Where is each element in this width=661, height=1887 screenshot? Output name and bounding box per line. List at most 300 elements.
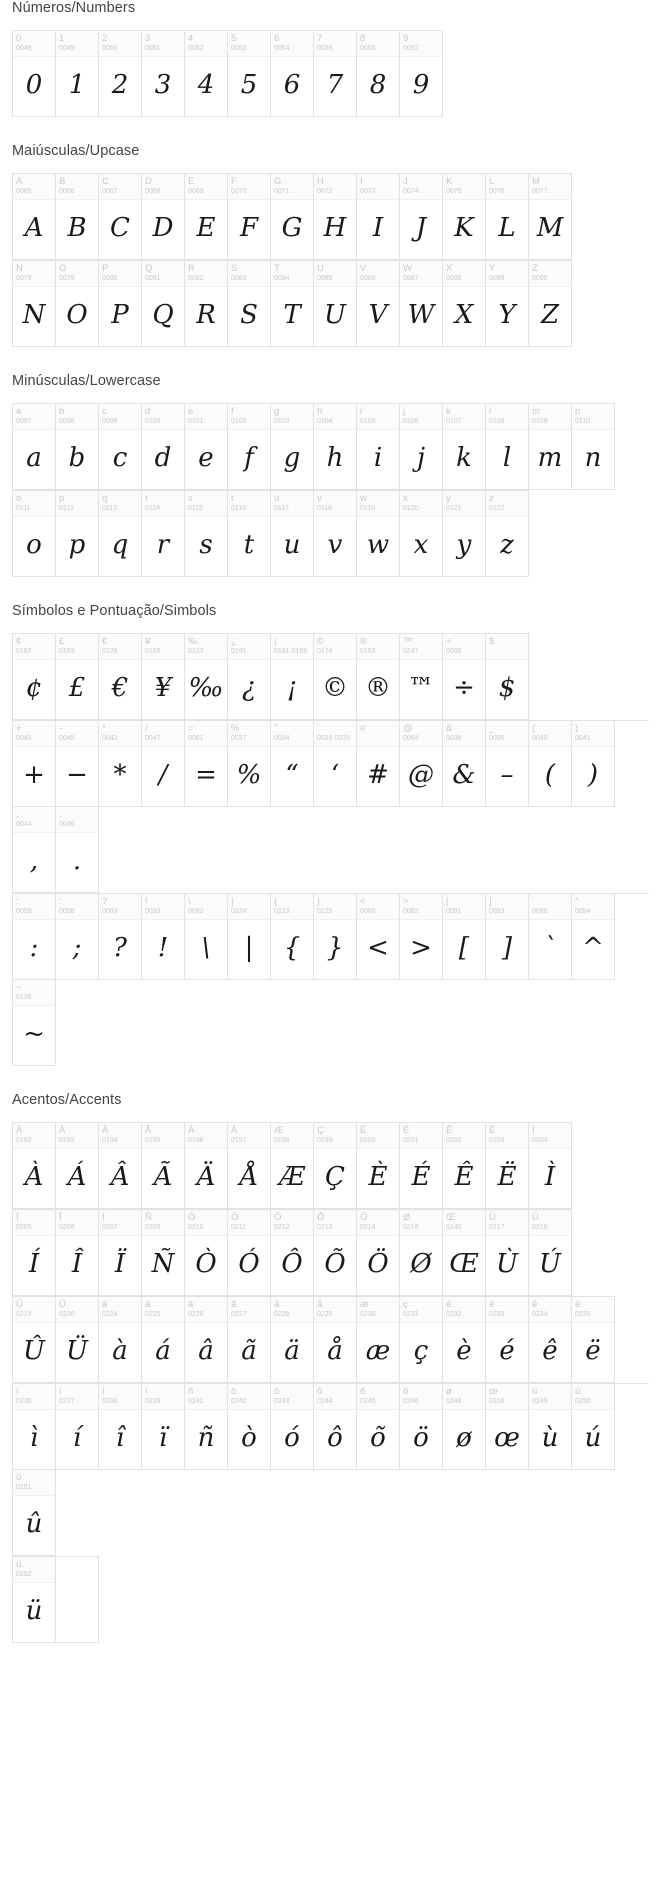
glyph-meta bbox=[13, 1297, 55, 1323]
glyph-cell[interactable] bbox=[13, 894, 56, 980]
glyph-cell[interactable] bbox=[99, 1384, 142, 1470]
glyph-cell[interactable] bbox=[13, 634, 56, 720]
glyph-preview: Ö bbox=[367, 1248, 389, 1279]
glyph-char-label: Ì bbox=[532, 1125, 535, 1136]
glyph-meta bbox=[314, 1297, 356, 1323]
glyph-cell[interactable] bbox=[142, 174, 185, 260]
glyph-cell[interactable] bbox=[400, 894, 443, 980]
glyph-cell[interactable] bbox=[185, 31, 228, 117]
glyph-unicode-code: 0073 bbox=[360, 188, 376, 195]
glyph-cell[interactable] bbox=[443, 721, 486, 807]
glyph-unicode-code: 0247 bbox=[403, 648, 419, 655]
glyph-cell[interactable] bbox=[529, 174, 572, 260]
glyph-cell[interactable] bbox=[486, 174, 529, 260]
glyph-cell[interactable] bbox=[529, 1210, 572, 1296]
glyph-cell[interactable] bbox=[400, 174, 443, 260]
glyph-unicode-code: 0102 bbox=[231, 418, 247, 425]
glyph-cell[interactable] bbox=[572, 894, 615, 980]
glyph-preview: k bbox=[456, 442, 472, 473]
glyph-cell[interactable] bbox=[486, 261, 529, 347]
glyph-cell[interactable] bbox=[56, 1384, 99, 1470]
glyph-section bbox=[0, 1092, 661, 1643]
glyph-preview: J bbox=[415, 212, 427, 243]
glyph-meta bbox=[228, 31, 270, 57]
glyph-cell[interactable] bbox=[443, 1384, 486, 1470]
glyph-cell[interactable] bbox=[486, 894, 529, 980]
glyph-cell[interactable] bbox=[56, 1297, 99, 1383]
glyph-meta bbox=[185, 404, 227, 430]
glyph-meta bbox=[486, 1297, 528, 1323]
glyph-preview: Q bbox=[152, 299, 174, 330]
glyph-preview: % bbox=[236, 759, 262, 790]
glyph-meta bbox=[443, 1384, 485, 1410]
glyph-char-label: ~ bbox=[16, 982, 22, 993]
glyph-unicode-code: 0225 bbox=[145, 1311, 161, 1318]
glyph-cell[interactable] bbox=[314, 1384, 357, 1470]
glyph-cell[interactable] bbox=[486, 404, 529, 490]
glyph-cell[interactable] bbox=[400, 261, 443, 347]
glyph-meta bbox=[400, 1210, 442, 1236]
glyph-cell[interactable] bbox=[443, 404, 486, 490]
glyph-cell[interactable] bbox=[185, 1123, 228, 1209]
glyph-meta bbox=[142, 1297, 184, 1323]
glyph-cell[interactable] bbox=[185, 894, 228, 980]
glyph-cell[interactable] bbox=[13, 1557, 56, 1643]
glyph-cell[interactable] bbox=[486, 1210, 529, 1296]
glyph-preview: : bbox=[29, 932, 39, 963]
glyph-cell[interactable] bbox=[142, 894, 185, 980]
glyph-cell[interactable] bbox=[486, 1297, 529, 1383]
glyph-char-label: = bbox=[188, 723, 194, 734]
section-title: Símbolos e Pontuação/Simbols bbox=[12, 603, 217, 619]
glyph-unicode-code: 0115 bbox=[188, 505, 204, 512]
glyph-cell[interactable] bbox=[185, 721, 228, 807]
glyph-cell[interactable] bbox=[400, 1210, 443, 1296]
glyph-cell[interactable] bbox=[99, 174, 142, 260]
glyph-preview: é bbox=[499, 1335, 515, 1366]
glyph-cell[interactable] bbox=[443, 1210, 486, 1296]
glyph-cell[interactable] bbox=[271, 1123, 314, 1209]
glyph-cell[interactable] bbox=[271, 894, 314, 980]
glyph-char-label: x bbox=[403, 493, 408, 504]
glyph-cell[interactable] bbox=[271, 404, 314, 490]
glyph-cell[interactable] bbox=[443, 634, 486, 720]
glyph-cell[interactable] bbox=[13, 31, 56, 117]
glyph-cell[interactable] bbox=[271, 1384, 314, 1470]
glyph-char-label: < bbox=[360, 896, 366, 907]
glyph-unicode-code: 0140 bbox=[446, 1224, 462, 1231]
glyph-cell[interactable] bbox=[228, 261, 271, 347]
glyph-meta bbox=[443, 404, 485, 430]
glyph-cell[interactable] bbox=[142, 634, 185, 720]
glyph-cell[interactable] bbox=[271, 1297, 314, 1383]
glyph-preview: ø bbox=[456, 1422, 472, 1453]
glyph-cell[interactable] bbox=[572, 404, 615, 490]
glyph-preview: ï bbox=[158, 1422, 168, 1453]
glyph-meta bbox=[443, 1210, 485, 1236]
glyph-meta bbox=[185, 174, 227, 200]
glyph-char-label: ¥ bbox=[145, 636, 151, 647]
glyph-preview: ™ bbox=[408, 672, 434, 703]
glyph-preview: T bbox=[283, 299, 301, 330]
glyph-char-label: Å bbox=[231, 1125, 238, 1136]
glyph-row bbox=[12, 1556, 99, 1643]
glyph-cell[interactable] bbox=[13, 980, 56, 1066]
glyph-cell[interactable] bbox=[357, 404, 400, 490]
glyph-unicode-code: 0123 bbox=[274, 908, 290, 915]
glyph-cell[interactable] bbox=[400, 404, 443, 490]
glyph-char-label: ] bbox=[489, 896, 492, 907]
glyph-cell[interactable] bbox=[271, 1210, 314, 1296]
glyph-cell[interactable] bbox=[13, 1297, 56, 1383]
glyph-unicode-code: 0191 bbox=[231, 648, 247, 655]
glyph-cell[interactable] bbox=[56, 31, 99, 117]
glyph-row bbox=[12, 403, 615, 490]
glyph-char-label: N bbox=[16, 263, 23, 274]
glyph-cell[interactable] bbox=[271, 31, 314, 117]
glyph-meta bbox=[99, 1384, 141, 1410]
glyph-cell[interactable] bbox=[271, 491, 314, 577]
glyph-unicode-code: 0220 bbox=[59, 1311, 75, 1318]
glyph-row bbox=[12, 1296, 615, 1383]
glyph-unicode-code: 0042 bbox=[102, 735, 118, 742]
glyph-cell[interactable] bbox=[314, 404, 357, 490]
glyph-cell[interactable] bbox=[142, 1210, 185, 1296]
glyph-cell[interactable] bbox=[13, 721, 56, 807]
glyph-preview: ` bbox=[543, 932, 557, 963]
glyph-char-label: Á bbox=[59, 1125, 66, 1136]
glyph-cell[interactable] bbox=[13, 404, 56, 490]
glyph-meta bbox=[443, 491, 485, 517]
glyph-meta bbox=[529, 894, 571, 920]
glyph-cell[interactable] bbox=[228, 31, 271, 117]
glyph-preview: Ê bbox=[454, 1161, 474, 1192]
glyph-unicode-code: 0195 bbox=[145, 1137, 161, 1144]
glyph-preview: ¥ bbox=[154, 672, 172, 703]
glyph-cell[interactable] bbox=[185, 174, 228, 260]
glyph-cell[interactable] bbox=[572, 1384, 615, 1470]
glyph-cell[interactable] bbox=[56, 894, 99, 980]
glyph-cell[interactable] bbox=[357, 31, 400, 117]
glyph-cell[interactable] bbox=[56, 261, 99, 347]
glyph-cell[interactable] bbox=[185, 1384, 228, 1470]
glyph-preview: – bbox=[500, 759, 514, 790]
glyph-cell[interactable] bbox=[228, 404, 271, 490]
glyph-cell[interactable] bbox=[529, 404, 572, 490]
glyph-meta bbox=[271, 261, 313, 287]
glyph-cell[interactable] bbox=[56, 634, 99, 720]
glyph-meta bbox=[443, 634, 485, 660]
glyph-char-label: W bbox=[403, 263, 412, 274]
glyph-cell[interactable] bbox=[99, 1123, 142, 1209]
glyph-cell[interactable] bbox=[13, 1123, 56, 1209]
glyph-unicode-code: 0095 bbox=[489, 735, 505, 742]
glyph-cell[interactable] bbox=[314, 894, 357, 980]
glyph-cell[interactable] bbox=[443, 1123, 486, 1209]
glyph-cell[interactable] bbox=[228, 721, 271, 807]
glyph-cell[interactable] bbox=[529, 1297, 572, 1383]
glyph-cell[interactable] bbox=[56, 174, 99, 260]
glyph-char-label: z bbox=[489, 493, 494, 504]
glyph-cell[interactable] bbox=[486, 1123, 529, 1209]
glyph-meta bbox=[271, 491, 313, 517]
glyph-cell[interactable] bbox=[357, 261, 400, 347]
glyph-cell[interactable] bbox=[486, 634, 529, 720]
glyph-unicode-code: 0162 bbox=[16, 648, 32, 655]
glyph-cell[interactable] bbox=[13, 261, 56, 347]
glyph-cell[interactable] bbox=[13, 174, 56, 260]
glyph-unicode-code: 0234 bbox=[532, 1311, 548, 1318]
glyph-cell[interactable] bbox=[314, 31, 357, 117]
glyph-unicode-code: 0112 bbox=[59, 505, 75, 512]
glyph-cell[interactable] bbox=[357, 1384, 400, 1470]
glyph-unicode-code: 0204 bbox=[532, 1137, 548, 1144]
glyph-meta bbox=[228, 174, 270, 200]
glyph-cell[interactable] bbox=[142, 31, 185, 117]
section-title: Acentos/Accents bbox=[12, 1092, 122, 1108]
glyph-cell[interactable] bbox=[99, 491, 142, 577]
glyph-cell[interactable] bbox=[357, 174, 400, 260]
glyph-cell[interactable] bbox=[400, 721, 443, 807]
glyph-preview: 1 bbox=[68, 69, 86, 100]
glyph-cell[interactable] bbox=[99, 721, 142, 807]
glyph-cell[interactable] bbox=[357, 634, 400, 720]
glyph-cell[interactable] bbox=[228, 1123, 271, 1209]
glyph-cell[interactable] bbox=[572, 1297, 615, 1383]
glyph-cell[interactable] bbox=[314, 1123, 357, 1209]
glyph-unicode-code: 0203 bbox=[489, 1137, 505, 1144]
glyph-cell[interactable] bbox=[99, 894, 142, 980]
glyph-preview: í bbox=[72, 1422, 82, 1453]
glyph-meta bbox=[228, 1123, 270, 1149]
glyph-char-label: Y bbox=[489, 263, 496, 274]
glyph-cell[interactable] bbox=[228, 634, 271, 720]
glyph-cell[interactable] bbox=[314, 174, 357, 260]
glyph-cell[interactable] bbox=[443, 491, 486, 577]
glyph-cell[interactable] bbox=[271, 174, 314, 260]
glyph-cell[interactable] bbox=[185, 634, 228, 720]
glyph-cell[interactable] bbox=[142, 491, 185, 577]
glyph-preview: u bbox=[283, 529, 301, 560]
glyph-meta bbox=[13, 1384, 55, 1410]
glyph-cell[interactable] bbox=[400, 634, 443, 720]
glyph-preview: z bbox=[500, 529, 514, 560]
glyph-meta bbox=[56, 634, 98, 660]
glyph-unicode-code: 0071 bbox=[274, 188, 290, 195]
glyph-cell[interactable] bbox=[56, 404, 99, 490]
glyph-cell[interactable] bbox=[400, 491, 443, 577]
glyph-meta bbox=[142, 31, 184, 57]
glyph-cell[interactable] bbox=[56, 1210, 99, 1296]
glyph-meta bbox=[443, 1297, 485, 1323]
glyph-cell[interactable] bbox=[529, 261, 572, 347]
glyph-preview: v bbox=[327, 529, 343, 560]
glyph-cell[interactable] bbox=[572, 721, 615, 807]
glyph-char-label: b bbox=[59, 406, 65, 417]
glyph-unicode-code: 0199 bbox=[317, 1137, 333, 1144]
glyph-char-label: Ù bbox=[489, 1212, 496, 1223]
glyph-unicode-code: 0057 bbox=[403, 45, 419, 52]
glyph-cell[interactable] bbox=[13, 491, 56, 577]
glyph-char-label: @ bbox=[403, 723, 413, 734]
glyph-cell[interactable] bbox=[314, 491, 357, 577]
glyph-char-label: l bbox=[489, 406, 492, 417]
glyph-cell[interactable] bbox=[185, 1297, 228, 1383]
glyph-unicode-code: 0100 bbox=[145, 418, 161, 425]
glyph-unicode-code: 0235 bbox=[575, 1311, 591, 1318]
glyph-unicode-code: 0040 bbox=[532, 735, 548, 742]
glyph-unicode-code: 0224 bbox=[102, 1311, 118, 1318]
glyph-cell[interactable] bbox=[314, 1297, 357, 1383]
glyph-cell[interactable] bbox=[142, 721, 185, 807]
glyph-row bbox=[12, 633, 529, 720]
glyph-cell[interactable] bbox=[99, 1297, 142, 1383]
glyph-char-label: V bbox=[360, 263, 367, 274]
glyph-char-label: ü bbox=[16, 1559, 22, 1570]
glyph-cell[interactable] bbox=[486, 491, 529, 577]
glyph-cell[interactable] bbox=[99, 1210, 142, 1296]
glyph-cell[interactable] bbox=[271, 634, 314, 720]
glyph-cell[interactable] bbox=[400, 1297, 443, 1383]
glyph-unicode-code: 0124 bbox=[231, 908, 247, 915]
glyph-cell[interactable] bbox=[185, 261, 228, 347]
glyph-unicode-code: 0105 bbox=[360, 418, 376, 425]
glyph-meta bbox=[400, 1297, 442, 1323]
glyph-cell[interactable] bbox=[99, 634, 142, 720]
glyph-cell[interactable] bbox=[56, 807, 99, 893]
glyph-preview: N bbox=[22, 299, 46, 330]
glyph-unicode-code: 0094 bbox=[575, 908, 591, 915]
glyph-cell[interactable] bbox=[228, 174, 271, 260]
glyph-char-label: ç bbox=[403, 1299, 408, 1310]
glyph-cell[interactable] bbox=[357, 721, 400, 807]
glyph-meta bbox=[400, 491, 442, 517]
glyph-cell[interactable] bbox=[228, 491, 271, 577]
glyph-unicode-code: 0046 bbox=[59, 821, 75, 828]
glyph-cell[interactable] bbox=[13, 807, 56, 893]
glyph-cell[interactable] bbox=[99, 31, 142, 117]
glyph-meta bbox=[185, 31, 227, 57]
glyph-cell[interactable] bbox=[400, 1384, 443, 1470]
glyph-cell[interactable] bbox=[56, 491, 99, 577]
glyph-meta bbox=[99, 894, 141, 920]
glyph-cell[interactable] bbox=[185, 491, 228, 577]
glyph-unicode-code: 0099 bbox=[102, 418, 118, 425]
glyph-unicode-code: 0053 bbox=[231, 45, 247, 52]
glyph-cell[interactable] bbox=[314, 1210, 357, 1296]
glyph-cell[interactable] bbox=[529, 894, 572, 980]
glyph-char-label: è bbox=[446, 1299, 452, 1310]
glyph-cell[interactable] bbox=[486, 1384, 529, 1470]
glyph-cell[interactable] bbox=[185, 404, 228, 490]
glyph-cell[interactable] bbox=[99, 404, 142, 490]
glyph-unicode-code: 0201 bbox=[403, 1137, 419, 1144]
glyph-cell[interactable] bbox=[142, 1384, 185, 1470]
glyph-char-label: Z bbox=[532, 263, 538, 274]
glyph-meta bbox=[357, 721, 399, 747]
glyph-char-label: J bbox=[403, 176, 408, 187]
glyph-cell[interactable] bbox=[400, 31, 443, 117]
glyph-char-label: q bbox=[102, 493, 108, 504]
glyph-cell[interactable] bbox=[13, 1384, 56, 1470]
glyph-cell[interactable] bbox=[357, 1297, 400, 1383]
glyph-unicode-code: 0241 bbox=[188, 1398, 204, 1405]
glyph-cell[interactable] bbox=[486, 721, 529, 807]
glyph-unicode-code: 0194 bbox=[102, 1137, 118, 1144]
glyph-char-label: Ã bbox=[145, 1125, 152, 1136]
glyph-cell[interactable] bbox=[443, 261, 486, 347]
glyph-cell[interactable] bbox=[56, 1123, 99, 1209]
glyph-section bbox=[0, 0, 661, 117]
glyph-cell[interactable] bbox=[400, 1123, 443, 1209]
glyph-cell[interactable] bbox=[13, 1210, 56, 1296]
glyph-cell[interactable] bbox=[314, 261, 357, 347]
glyph-unicode-code: 0101 bbox=[188, 418, 204, 425]
glyph-unicode-code: 0200 bbox=[360, 1137, 376, 1144]
glyph-cell[interactable] bbox=[314, 721, 357, 807]
glyph-cell[interactable] bbox=[185, 1210, 228, 1296]
glyph-char-label: f bbox=[231, 406, 234, 417]
glyph-cell[interactable] bbox=[13, 1470, 56, 1556]
glyph-cell[interactable] bbox=[142, 404, 185, 490]
glyph-cell[interactable] bbox=[443, 174, 486, 260]
glyph-cell[interactable] bbox=[228, 894, 271, 980]
glyph-preview: c bbox=[112, 442, 128, 473]
glyph-char-label: + bbox=[16, 723, 22, 734]
glyph-cell[interactable] bbox=[228, 1297, 271, 1383]
glyph-preview: ò bbox=[241, 1422, 257, 1453]
glyph-char-label: % bbox=[231, 723, 240, 734]
glyph-cell[interactable] bbox=[314, 634, 357, 720]
glyph-cell[interactable] bbox=[529, 1123, 572, 1209]
glyph-char-label: ^ bbox=[575, 896, 580, 907]
glyph-cell[interactable] bbox=[529, 1384, 572, 1470]
glyph-char-label: D bbox=[145, 176, 152, 187]
glyph-cell[interactable] bbox=[529, 721, 572, 807]
glyph-cell[interactable] bbox=[142, 261, 185, 347]
glyph-char-label: û bbox=[16, 1472, 22, 1483]
glyph-cell[interactable] bbox=[142, 1123, 185, 1209]
glyph-cell[interactable] bbox=[271, 721, 314, 807]
glyph-meta bbox=[486, 634, 528, 660]
glyph-cell[interactable] bbox=[357, 491, 400, 577]
glyph-meta bbox=[271, 1123, 313, 1149]
glyph-char-label: > bbox=[403, 896, 409, 907]
glyph-preview: # bbox=[367, 759, 389, 790]
glyph-cell[interactable] bbox=[443, 894, 486, 980]
glyph-cell[interactable] bbox=[271, 261, 314, 347]
glyph-cell[interactable] bbox=[357, 1123, 400, 1209]
glyph-cell[interactable] bbox=[99, 261, 142, 347]
glyph-cell[interactable] bbox=[56, 1557, 99, 1643]
glyph-cell[interactable] bbox=[228, 1384, 271, 1470]
glyph-unicode-code: 0244 bbox=[317, 1398, 333, 1405]
glyph-cell[interactable] bbox=[357, 1210, 400, 1296]
glyph-meta bbox=[314, 491, 356, 517]
glyph-section bbox=[0, 603, 661, 1066]
glyph-cell[interactable] bbox=[142, 1297, 185, 1383]
glyph-cell[interactable] bbox=[56, 721, 99, 807]
glyph-meta bbox=[185, 1210, 227, 1236]
glyph-char-label: 7 bbox=[317, 33, 323, 44]
glyph-cell[interactable] bbox=[357, 894, 400, 980]
glyph-unicode-code: 0098 bbox=[59, 418, 75, 425]
glyph-meta bbox=[314, 404, 356, 430]
glyph-cell[interactable] bbox=[443, 1297, 486, 1383]
glyph-unicode-code: 0055 bbox=[317, 45, 333, 52]
glyph-meta bbox=[443, 894, 485, 920]
glyph-cell[interactable] bbox=[228, 1210, 271, 1296]
